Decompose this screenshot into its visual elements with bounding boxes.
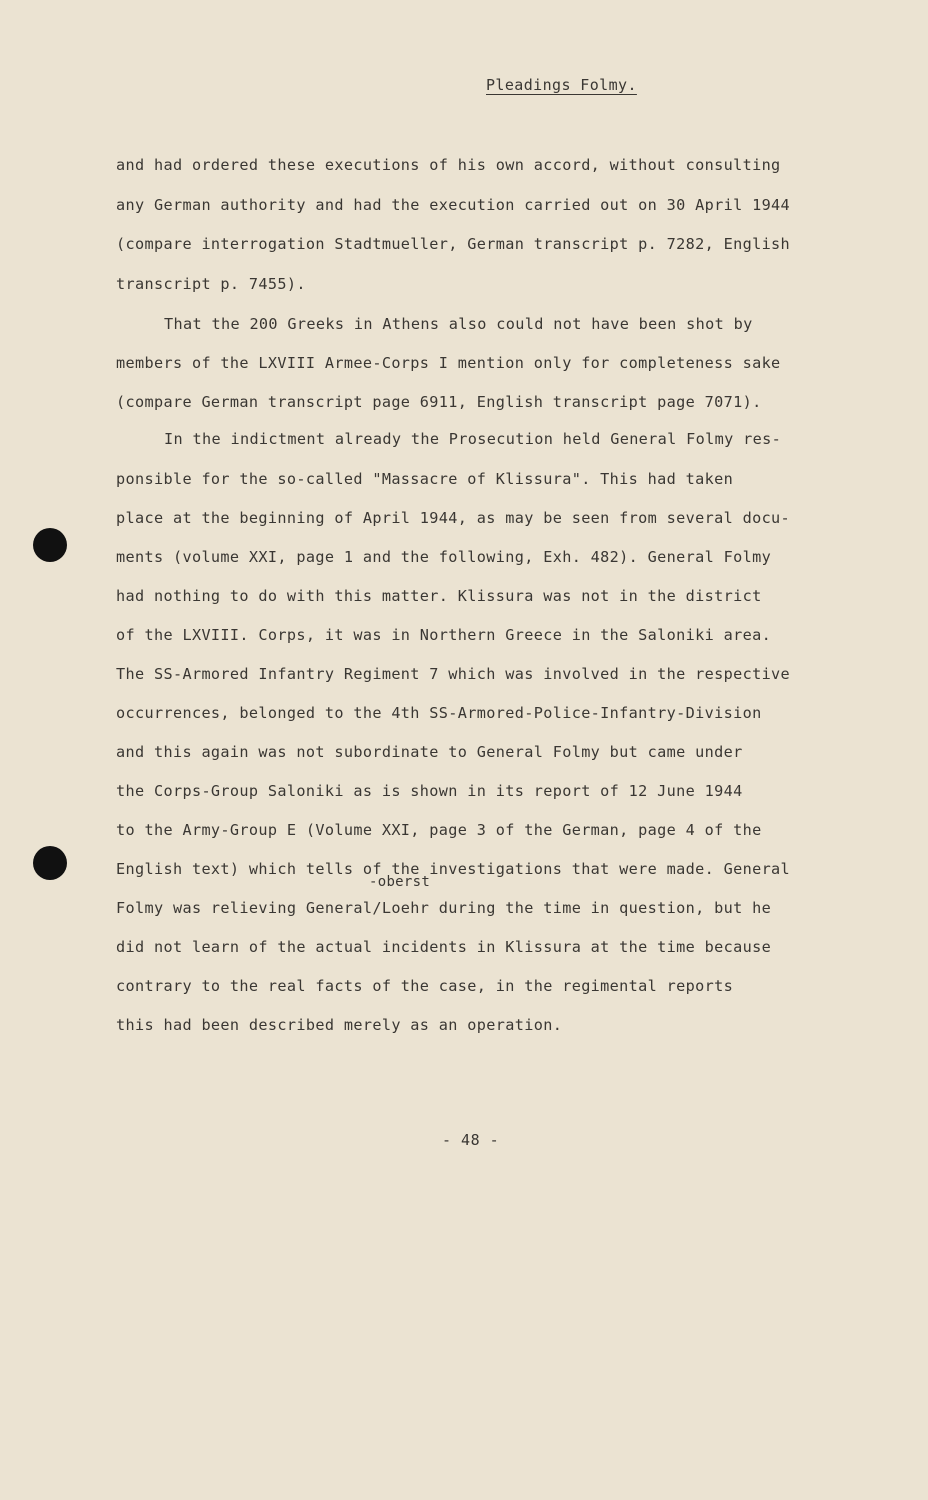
text-line: The SS-Armored Infantry Regiment 7 which was involved in the respective (116, 665, 791, 683)
text-line: Folmy was relieving General/Loehr during the time in question, but he (116, 899, 772, 917)
text-line: English text) which tells of the investigations that were made. General (116, 860, 791, 878)
punch-hole (33, 528, 67, 562)
page-number: - 48 - (442, 1131, 500, 1149)
text-line: and had ordered these executions of his own accord, without consulting (116, 156, 781, 174)
text-line: had nothing to do with this matter. Klissura was not in the district (116, 587, 762, 605)
text-line: ments (volume XXI, page 1 and the following, Exh. 482). General Folmy (116, 548, 772, 566)
text-line: any German authority and had the execution carried out on 30 April 1944 (116, 196, 791, 214)
text-line: members of the LXVIII Armee-Corps I mention only for completeness sake (116, 354, 781, 372)
text-line: to the Army-Group E (Volume XXI, page 3 of the German, page 4 of the (116, 821, 762, 839)
text-line: In the indictment already the Prosecution held General Folmy res- (164, 430, 782, 448)
text-line: did not learn of the actual incidents in Klissura at the time because (116, 938, 772, 956)
text-line: ponsible for the so-called "Massacre of Klissura". This had taken (116, 470, 734, 488)
text-line: transcript p. 7455). (116, 275, 306, 293)
text-line: occurrences, belonged to the 4th SS-Armored-Police-Infantry-Division (116, 704, 762, 722)
text-line: the Corps-Group Saloniki as is shown in its report of 12 June 1944 (116, 782, 743, 800)
text-line: That the 200 Greeks in Athens also could not have been shot by (164, 315, 753, 333)
text-line: (compare German transcript page 6911, English transcript page 7071). (116, 393, 762, 411)
text-line: and this again was not subordinate to General Folmy but came under (116, 743, 743, 761)
text-line: this had been described merely as an operation. (116, 1016, 563, 1034)
text-line: place at the beginning of April 1944, as may be seen from several docu- (116, 509, 791, 527)
text-line: (compare interrogation Stadtmueller, German transcript p. 7282, English (116, 235, 791, 253)
running-title: Pleadings Folmy. (486, 76, 637, 94)
punch-hole (33, 846, 67, 880)
text-line: contrary to the real facts of the case, in the regimental reports (116, 977, 734, 995)
interlinear-insertion: -oberst (369, 874, 431, 890)
text-line: of the LXVIII. Corps, it was in Northern Greece in the Saloniki area. (116, 626, 772, 644)
